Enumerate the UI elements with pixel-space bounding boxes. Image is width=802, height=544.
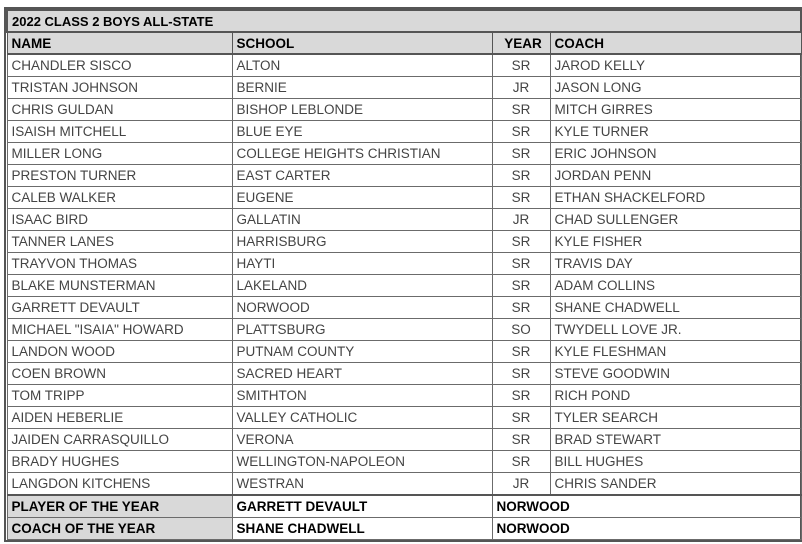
coach-cell: JORDAN PENN (550, 165, 801, 187)
year-cell: SR (492, 143, 550, 165)
school-cell: COLLEGE HEIGHTS CHRISTIAN (232, 143, 492, 165)
all-state-table-container (4, 7, 802, 542)
coach-cell: ETHAN SHACKELFORD (550, 187, 801, 209)
school-cell: GALLATIN (232, 209, 492, 231)
school-cell: HARRISBURG (232, 231, 492, 253)
column-header-name: NAME (7, 32, 232, 54)
year-cell: SR (492, 165, 550, 187)
coach-cell: TYLER SEARCH (550, 407, 801, 429)
award-recipient: GARRETT DEVAULT (232, 495, 492, 518)
year-cell: JR (492, 209, 550, 231)
school-cell: BLUE EYE (232, 121, 492, 143)
year-cell: SR (492, 385, 550, 407)
coach-cell: ADAM COLLINS (550, 275, 801, 297)
coach-cell: SHANE CHADWELL (550, 297, 801, 319)
school-cell: SMITHTON (232, 385, 492, 407)
table-row (7, 99, 801, 121)
award-row (7, 495, 801, 518)
table-row (7, 121, 801, 143)
year-cell: SR (492, 341, 550, 363)
coach-cell: RICH POND (550, 385, 801, 407)
coach-cell: KYLE FISHER (550, 231, 801, 253)
school-cell: BERNIE (232, 77, 492, 99)
table-row (7, 231, 801, 253)
table-row (7, 209, 801, 231)
table-row (7, 341, 801, 363)
table-header-row (7, 32, 801, 54)
player-name-cell: CHANDLER SISCO (7, 54, 232, 77)
year-cell: SR (492, 187, 550, 209)
award-label: PLAYER OF THE YEAR (7, 495, 232, 518)
year-cell: SR (492, 451, 550, 473)
table-title-row (7, 10, 801, 32)
table-row (7, 407, 801, 429)
coach-cell: TRAVIS DAY (550, 253, 801, 275)
table-row (7, 77, 801, 99)
school-cell: WELLINGTON-NAPOLEON (232, 451, 492, 473)
school-cell: EUGENE (232, 187, 492, 209)
year-cell: SR (492, 54, 550, 77)
player-name-cell: AIDEN HEBERLIE (7, 407, 232, 429)
player-name-cell: BRADY HUGHES (7, 451, 232, 473)
year-cell: SR (492, 253, 550, 275)
year-cell: SR (492, 407, 550, 429)
all-state-table (6, 9, 802, 540)
school-cell: PLATTSBURG (232, 319, 492, 341)
table-row (7, 385, 801, 407)
table-row (7, 429, 801, 451)
school-cell: BISHOP LEBLONDE (232, 99, 492, 121)
year-cell: SR (492, 99, 550, 121)
player-name-cell: JAIDEN CARRASQUILLO (7, 429, 232, 451)
award-school: NORWOOD (492, 495, 801, 518)
player-name-cell: TANNER LANES (7, 231, 232, 253)
table-row (7, 363, 801, 385)
school-cell: VALLEY CATHOLIC (232, 407, 492, 429)
award-row (7, 518, 801, 540)
coach-cell: KYLE FLESHMAN (550, 341, 801, 363)
school-cell: LAKELAND (232, 275, 492, 297)
player-name-cell: TOM TRIPP (7, 385, 232, 407)
player-name-cell: CHRIS GULDAN (7, 99, 232, 121)
coach-cell: BRAD STEWART (550, 429, 801, 451)
year-cell: SR (492, 231, 550, 253)
award-recipient: SHANE CHADWELL (232, 518, 492, 540)
school-cell: PUTNAM COUNTY (232, 341, 492, 363)
column-header-year: YEAR (492, 32, 550, 54)
school-cell: HAYTI (232, 253, 492, 275)
coach-cell: JASON LONG (550, 77, 801, 99)
player-name-cell: LANGDON KITCHENS (7, 473, 232, 496)
coach-cell: CHAD SULLENGER (550, 209, 801, 231)
table-body (7, 54, 801, 495)
school-cell: EAST CARTER (232, 165, 492, 187)
awards-section (7, 495, 801, 540)
coach-cell: MITCH GIRRES (550, 99, 801, 121)
school-cell: ALTON (232, 54, 492, 77)
year-cell: SR (492, 275, 550, 297)
player-name-cell: PRESTON TURNER (7, 165, 232, 187)
award-school: NORWOOD (492, 518, 801, 540)
coach-cell: KYLE TURNER (550, 121, 801, 143)
coach-cell: STEVE GOODWIN (550, 363, 801, 385)
player-name-cell: CALEB WALKER (7, 187, 232, 209)
school-cell: NORWOOD (232, 297, 492, 319)
table-row (7, 54, 801, 77)
table-row (7, 473, 801, 496)
table-row (7, 451, 801, 473)
school-cell: SACRED HEART (232, 363, 492, 385)
column-header-school: SCHOOL (232, 32, 492, 54)
player-name-cell: ISAAC BIRD (7, 209, 232, 231)
coach-cell: TWYDELL LOVE JR. (550, 319, 801, 341)
player-name-cell: TRAYVON THOMAS (7, 253, 232, 275)
table-row (7, 319, 801, 341)
table-row (7, 275, 801, 297)
year-cell: SR (492, 297, 550, 319)
school-cell: VERONA (232, 429, 492, 451)
player-name-cell: GARRETT DEVAULT (7, 297, 232, 319)
year-cell: JR (492, 473, 550, 496)
table-row (7, 187, 801, 209)
table-title: 2022 CLASS 2 BOYS ALL-STATE (7, 10, 801, 32)
table-row (7, 297, 801, 319)
player-name-cell: TRISTAN JOHNSON (7, 77, 232, 99)
coach-cell: BILL HUGHES (550, 451, 801, 473)
coach-cell: CHRIS SANDER (550, 473, 801, 496)
year-cell: SR (492, 429, 550, 451)
table-row (7, 253, 801, 275)
player-name-cell: MILLER LONG (7, 143, 232, 165)
player-name-cell: BLAKE MUNSTERMAN (7, 275, 232, 297)
year-cell: JR (492, 77, 550, 99)
school-cell: WESTRAN (232, 473, 492, 496)
table-row (7, 165, 801, 187)
player-name-cell: LANDON WOOD (7, 341, 232, 363)
player-name-cell: COEN BROWN (7, 363, 232, 385)
player-name-cell: ISAISH MITCHELL (7, 121, 232, 143)
column-header-coach: COACH (550, 32, 801, 54)
year-cell: SR (492, 363, 550, 385)
year-cell: SO (492, 319, 550, 341)
table-row (7, 143, 801, 165)
coach-cell: ERIC JOHNSON (550, 143, 801, 165)
player-name-cell: MICHAEL "ISAIA" HOWARD (7, 319, 232, 341)
year-cell: SR (492, 121, 550, 143)
coach-cell: JAROD KELLY (550, 54, 801, 77)
award-label: COACH OF THE YEAR (7, 518, 232, 540)
